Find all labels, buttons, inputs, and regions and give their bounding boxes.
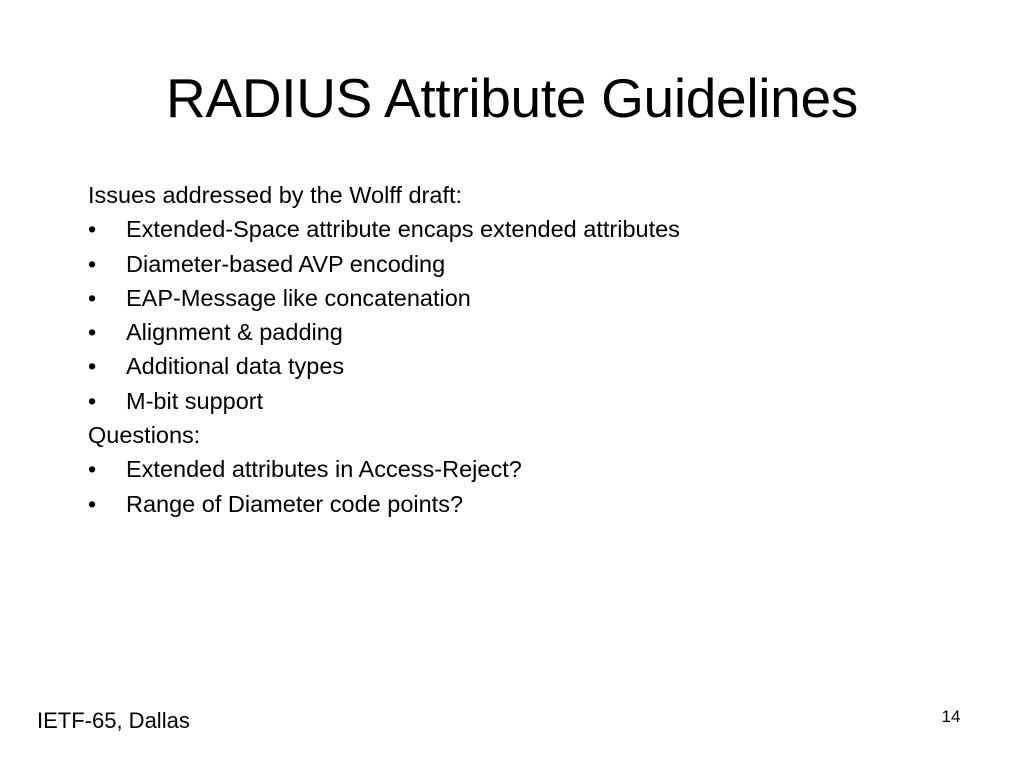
bullet-text: Range of Diameter code points? [126, 490, 464, 517]
bullet-item [88, 315, 948, 349]
bullet-icon: • [88, 319, 97, 346]
bullet-text: Extended attributes in Access-Reject? [126, 456, 522, 483]
section-heading-issues: Issues addressed by the Wolff draft: [88, 182, 463, 208]
bullet-item [88, 384, 948, 418]
bullet-icon: • [88, 353, 97, 380]
bullet-text: EAP-Message like concatenation [126, 284, 471, 311]
issues-bullet-list [88, 212, 948, 418]
bullet-item [88, 452, 948, 486]
bullet-icon: • [88, 250, 97, 277]
bullet-text: Extended-Space attribute encaps extended attributes [126, 216, 680, 243]
bullet-text: Additional data types [126, 353, 345, 380]
bullet-item [88, 281, 948, 315]
section-heading-questions: Questions: [88, 422, 201, 449]
bullet-text: Diameter-based AVP encoding [126, 250, 446, 277]
slide-body [88, 178, 948, 521]
bullet-item [88, 349, 948, 383]
questions-bullet-list [88, 452, 948, 521]
footer-event-label: IETF-65, Dallas [37, 708, 190, 733]
bullet-item [88, 212, 948, 246]
bullet-text: M-bit support [126, 387, 264, 414]
bullet-icon: • [88, 490, 97, 517]
bullet-icon: • [88, 387, 97, 414]
slide-number: 14 [941, 707, 961, 726]
bullet-text: Alignment & padding [126, 319, 343, 346]
bullet-icon: • [88, 284, 97, 311]
bullet-item [88, 247, 948, 281]
bullet-item [88, 487, 948, 521]
bullet-icon: • [88, 216, 97, 243]
bullet-icon: • [88, 456, 97, 483]
slide-title: RADIUS Attribute Guidelines [166, 67, 858, 129]
